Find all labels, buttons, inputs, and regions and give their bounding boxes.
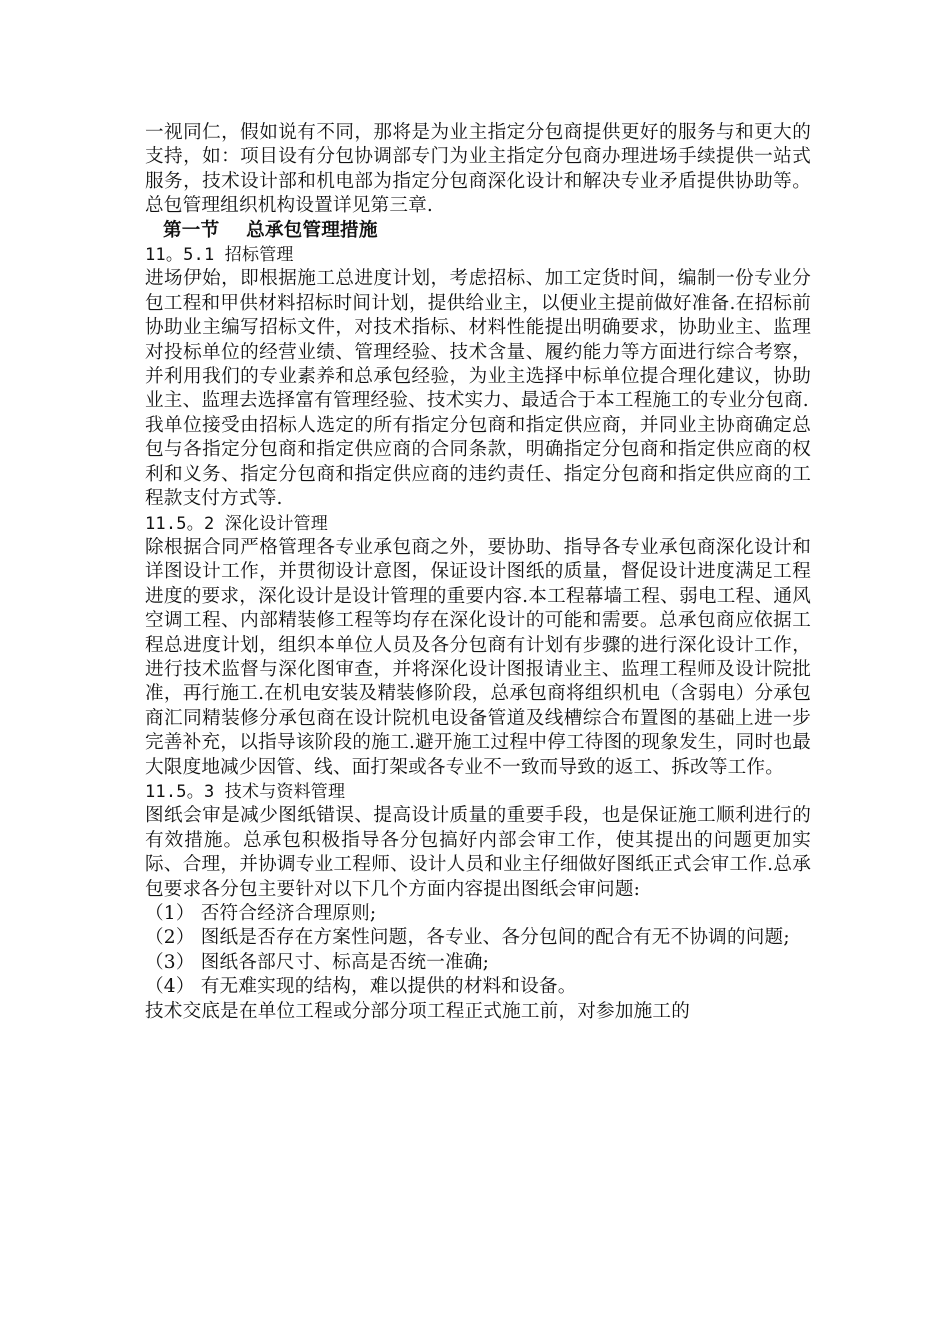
- subsection-title-design: 11.5。2 深化设计管理: [145, 513, 329, 534]
- document-page: [145, 121, 811, 1024]
- list-item-2: （2） 图纸是否存在方案性问题，各专业、各分包间的配合有无不协调的问题;: [145, 927, 790, 949]
- bidding-paragraph-2: 我单位接受由招标人选定的所有指定分包商和指定供应商，并同业主协商确定总包与各指定分包商和指定供应商的合同条款，明确指定分包商和指定供应商的权利和义务、指定分包商和指定供应商的违约责任、指定分包商和指定供应商的工程款支付方式等.: [145, 414, 811, 510]
- list-item-1: （1） 否符合经济合理原则;: [145, 903, 377, 924]
- closing-paragraph: 技术交底是在单位工程或分部分项工程正式施工前，对参加施工的: [145, 1000, 691, 1022]
- subsection-title-technical: 11.5。3 技术与资料管理: [145, 781, 346, 802]
- bidding-paragraph-1: 进场伊始，即根据施工总进度计划，考虑招标、加工定货时间，编制一份专业分包工程和甲供材料招标时间计划，提供给业主，以便业主提前做好准备.在招标前协助业主编写招标文件，对技术指标、材料性能提出明确要求，协助业主、监理对投标单位的经营业绩、管理经验、技术含量、履约能力等方面进行综合考察，并利用我们的专业素养和总承包经验，为业主选择中标单位提合理化建议，协助业主、监理去选择富有管理经验、技术实力、最适合于本工程施工的专业分包商.: [145, 268, 811, 412]
- design-paragraph: 除根据合同严格管理各专业承包商之外，要协助、指导各专业承包商深化设计和详图设计工作，并贯彻设计意图，保证设计图纸的质量，督促设计进度满足工程进度的要求，深化设计是设计管理的重要内容.本工程幕墙工程、弱电工程、通风空调工程、内部精装修工程等均存在深化设计的可能和需要。总承包商应依据工程总进度计划，组织本单位人员及各分包商有计划有步骤的进行深化设计工作，进行技术监督与深化图审查，并将深化设计图报请业主、监理工程师及设计院批准，再行施工.在机电安装及精装修阶段，总承包商将组织机电（含弱电）分承包商汇同精装修分承包商在设计院机电设备管道及线槽综合布置图的基础上进一步完善补充，以指导该阶段的施工.避开施工过程中停工待图的现象发生，同时也最大限度地减少因管、线、面打架或各专业不一致而导致的返工、拆改等工作。: [145, 536, 811, 778]
- list-item-3: （3） 图纸各部尺寸、标高是否统一准确;: [145, 951, 490, 973]
- section-title: 第一节 总承包管理措施: [163, 219, 378, 241]
- intro-paragraph: 一视同仁，假如说有不同，那将是为业主指定分包商提供更好的服务与和更大的支持，如：项目设有分包协调部专门为业主指定分包商办理进场手续提供一站式服务，技术设计部和机电部为指定分包商深化设计和解决专业矛盾提供协助等。总包管理组织机构设置详见第三章.: [145, 122, 811, 217]
- technical-paragraph: 图纸会审是减少图纸错误、提高设计质量的重要手段，也是保证施工顺利进行的有效措施。总承包积极指导各分包搞好内部会审工作，使其提出的问题更加实际、合理，并协调专业工程师、设计人员和业主仔细做好图纸正式会审工作.总承包要求各分包主要针对以下几个方面内容提出图纸会审问题:: [145, 805, 811, 900]
- list-item-4: （4） 有无难实现的结构，难以提供的材料和设备。: [145, 976, 577, 998]
- subsection-title-bidding: 11。5.1 招标管理: [145, 245, 294, 266]
